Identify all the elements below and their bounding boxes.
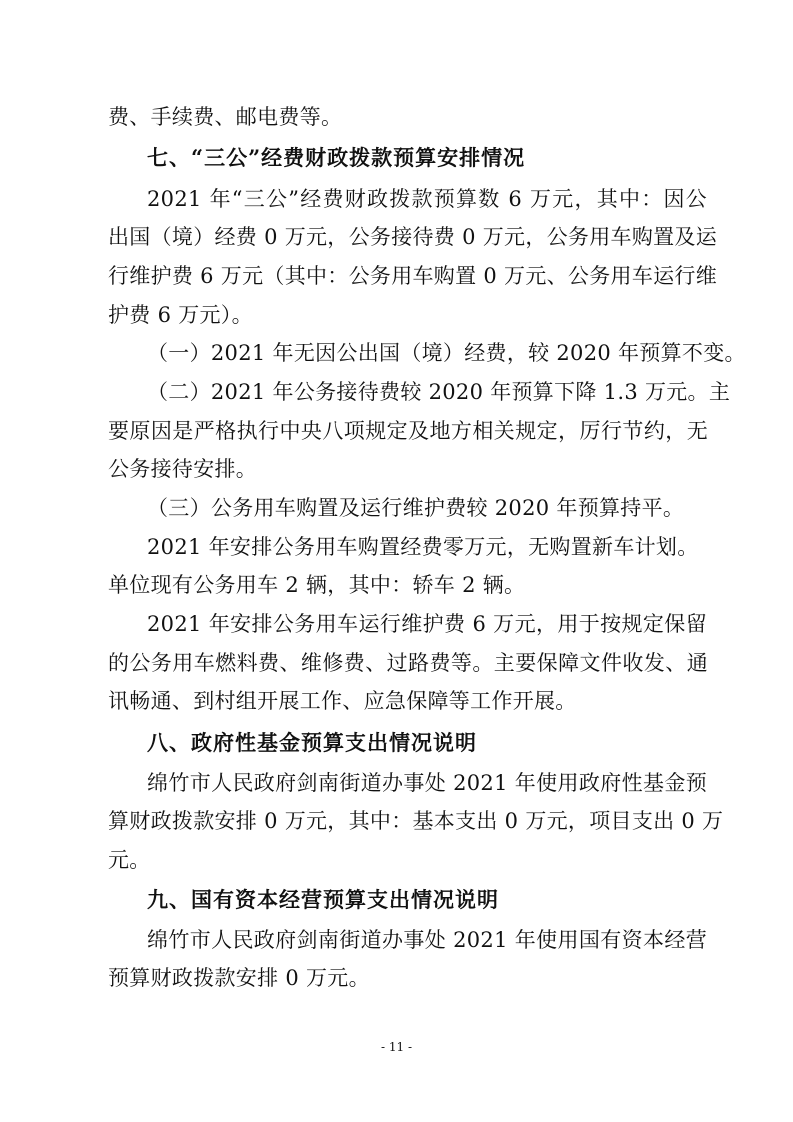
body-line: 费、手续费、邮电费等。 — [108, 105, 343, 129]
body-line: 预算财政拨款安排 0 万元。 — [108, 966, 370, 990]
body-line: 单位现有公务用车 2 辆，其中：轿车 2 辆。 — [108, 573, 526, 597]
body-line: 元。 — [108, 848, 151, 872]
body-line: 护费 6 万元）。 — [108, 303, 253, 327]
body-line: 绵竹市人民政府剑南街道办事处 2021 年使用国有资本经营 — [147, 928, 707, 952]
body-line: 2021 年安排公务用车购置经费零万元，无购置新车计划。 — [147, 535, 699, 559]
section-heading-seven: 七、“三公”经费财政拨款预算安排情况 — [147, 145, 526, 170]
body-line: （二）2021 年公务接待费较 2020 年预算下降 1.3 万元。主 — [147, 380, 731, 404]
page-number: - 11 - — [380, 1040, 412, 1054]
body-line: 公务接待安排。 — [108, 457, 258, 481]
body-line: 讯畅通、到村组开展工作、应急保障等工作开展。 — [108, 689, 577, 713]
section-heading-nine: 九、国有资本经营预算支出情况说明 — [147, 887, 499, 912]
body-line: （一）2021 年无因公出国（境）经费，较 2020 年预算不变。 — [147, 341, 746, 365]
body-line: 的公务用车燃料费、维修费、过路费等。主要保障文件收发、通 — [108, 651, 708, 675]
section-heading-eight: 八、政府性基金预算支出情况说明 — [147, 730, 477, 755]
body-line: 算财政拨款安排 0 万元，其中：基本支出 0 万元，项目支出 0 万 — [108, 809, 724, 833]
body-line: 绵竹市人民政府剑南街道办事处 2021 年使用政府性基金预 — [147, 771, 707, 795]
body-line: 行维护费 6 万元（其中：公务用车购置 0 万元、公务用车运行维 — [108, 264, 718, 288]
body-line: 2021 年“三公”经费财政拨款预算数 6 万元，其中：因公 — [147, 187, 707, 211]
body-line: 2021 年安排公务用车运行维护费 6 万元，用于按规定保留 — [147, 612, 707, 636]
body-line: （三）公务用车购置及运行维护费较 2020 年预算持平。 — [147, 496, 685, 520]
body-line: 出国（境）经费 0 万元，公务接待费 0 万元，公务用车购置及运 — [108, 225, 718, 249]
body-line: 要原因是严格执行中央八项规定及地方相关规定，厉行节约，无 — [108, 419, 708, 443]
